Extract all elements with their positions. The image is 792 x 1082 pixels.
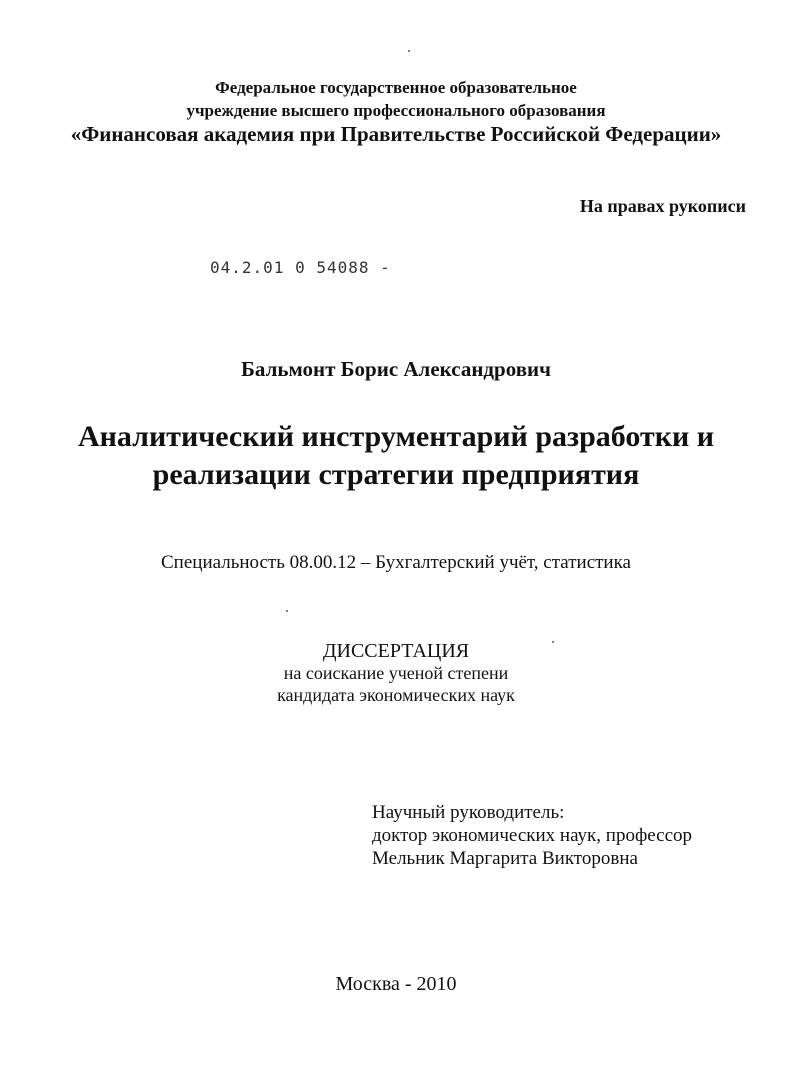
- degree-line-1: на соискание ученой степени: [283, 663, 509, 683]
- catalog-stamp: 04.2.01 0 54088 -: [210, 258, 391, 277]
- author-name: Бальмонт Борис Александрович: [241, 357, 551, 381]
- rights-note: На правах рукописи: [579, 196, 746, 216]
- scan-speck: [408, 50, 410, 52]
- adviser-label: Научный руководитель:: [372, 802, 565, 823]
- title-line-1: Аналитический инструментарий разработки и: [77, 420, 715, 453]
- institution-name: «Финансовая академия при Правительстве Российской Федерации»: [70, 122, 722, 146]
- city-year: Москва - 2010: [335, 973, 457, 995]
- adviser-block: [372, 801, 692, 870]
- dissertation-block: [0, 640, 792, 706]
- scan-speck: [286, 610, 288, 612]
- specialty: Специальность 08.00.12 – Бухгалтерский учёт, статистика: [161, 552, 631, 573]
- adviser-degree: доктор экономических наук, профессор: [372, 825, 693, 846]
- degree-line-2: кандидата экономических наук: [277, 685, 515, 705]
- institution-line-2: учреждение высшего профессионального образования: [186, 101, 606, 120]
- dissertation-title: [0, 418, 792, 494]
- dissertation-heading: ДИССЕРТАЦИЯ: [322, 640, 470, 662]
- title-line-2: реализации стратегии предприятия: [152, 458, 640, 491]
- adviser-name: Мельник Маргарита Викторовна: [372, 848, 638, 869]
- institution-line-1: Федеральное государственное образовательное: [215, 78, 577, 97]
